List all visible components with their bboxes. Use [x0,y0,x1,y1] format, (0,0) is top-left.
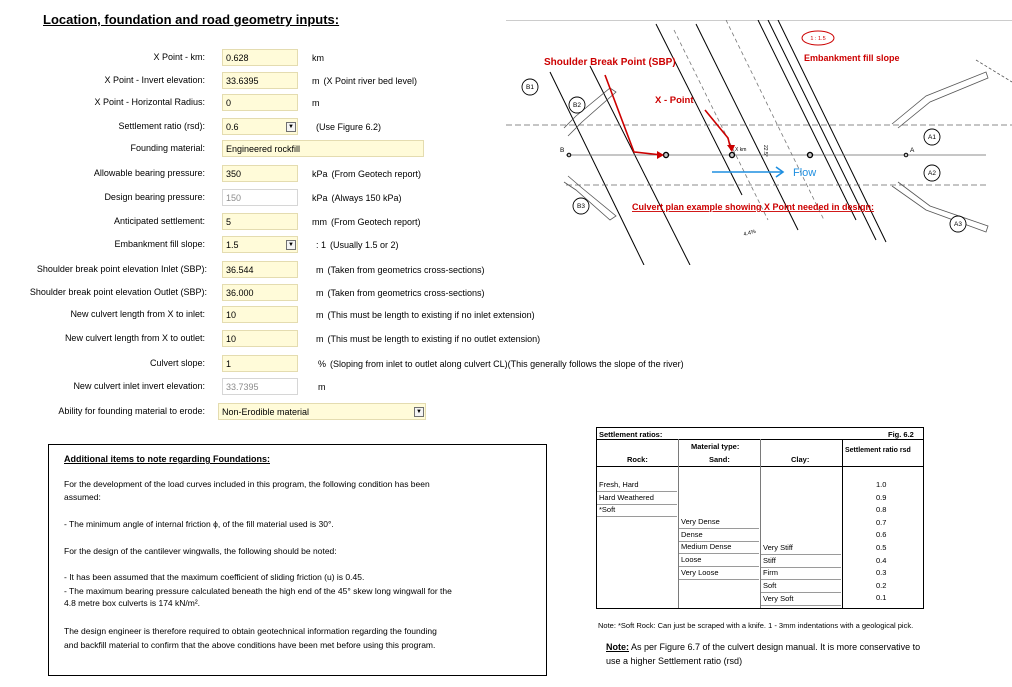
ratios-cell: 0.2 [876,580,887,590]
ratios-cell: 0.1 [876,593,887,603]
ratios-cell: 0.3 [876,568,887,578]
unit-text: kPa [312,169,328,179]
xpoint-label: X - Point [655,95,694,106]
input-value: 10 [226,334,237,344]
header-rule-ratio [842,466,923,467]
input-field[interactable] [222,330,298,347]
col-divider-1 [678,439,679,608]
marker-a2: A2 [928,170,936,177]
point-b-label: B [560,147,565,154]
rock-cell: Hard Weathered [599,492,654,502]
foundations-p3b: and backfill material to confirm that the above conditions have been met before using this program. [64,640,436,650]
input-field[interactable] [222,355,298,372]
input-label: New culvert length from X to inlet: [70,309,205,319]
ratios-cell: 0.6 [876,530,887,540]
rock-row-rule [597,516,677,517]
input-field[interactable] [222,49,298,66]
input-label: New culvert length from X to outlet: [64,333,205,343]
ratios-cell: 0.5 [876,543,887,552]
foundations-p3a: The design engineer is therefore required to obtain geotechnical information regarding the founding [64,626,437,636]
sand-cell: Loose [681,555,702,565]
input-select[interactable] [222,236,298,253]
input-value: 36.000 [226,288,254,298]
unit-text: % [318,359,327,369]
input-label: Allowable bearing pressure: [93,168,205,178]
material-type-header: Material type: [691,442,740,451]
input-value: 1.5 [226,240,239,250]
manual-note-bold: Note: [606,642,629,652]
sand-cell: Dense [681,529,703,539]
unit-note: (X Point river bed level) [323,76,418,86]
sand-cell: Very Dense [681,517,720,526]
input-field[interactable] [222,94,298,111]
clay-cell: Very Soft [763,593,794,603]
unit-text: m [316,288,324,298]
input-unit [316,240,399,250]
unit-note: (This must be length to existing if no outlet extension) [327,334,541,344]
input-unit [312,169,421,179]
sand-cell: Medium Dense [681,542,732,552]
settlement-ratio-table [596,427,924,609]
dashed-diagonals [674,20,824,220]
input-field[interactable] [222,284,298,301]
input-unit [312,217,421,227]
input-value: Engineered rockfill [226,144,301,154]
input-unit [312,53,328,63]
marker-a3: A3 [954,221,962,228]
foundations-b1: - The minimum angle of internal friction ϕ, of the fill material used is 30°. [64,519,334,529]
input-label: X Point - Horizontal Radius: [94,97,205,107]
rock-cell: Fresh, Hard [599,480,639,489]
unit-note: (Usually 1.5 or 2) [330,240,399,250]
input-value: 5 [226,217,232,227]
input-label: X Point - Invert elevation: [104,75,205,85]
foundations-b2: - It has been assumed that the maximum coefficient of sliding friction (u) is 0.45. [64,572,365,582]
ratios-cell: 0.4 [876,555,887,565]
input-select[interactable] [218,403,426,420]
unit-text: m [312,76,320,86]
unit-text: kPa [312,193,328,203]
unit-note: (Always 150 kPa) [331,193,402,203]
plan-caption: Culvert plan example showing X Point needed in design: [632,202,875,212]
dropdown-arrow-icon[interactable]: ▼ [286,122,296,132]
input-field[interactable] [222,378,298,395]
input-field[interactable] [222,72,298,89]
input-field[interactable] [222,165,298,182]
input-unit [316,288,485,298]
dropdown-arrow-icon[interactable]: ▼ [414,407,424,417]
sand-row-rule [679,579,759,580]
unit-text: m [316,334,324,344]
unit-text: m [316,310,324,320]
table-title: Settlement ratios: [599,430,663,439]
input-value: 33.6395 [226,76,259,86]
input-unit [318,359,684,369]
input-value: 0 [226,98,232,108]
clay-row-rule [761,605,841,606]
clay-cell: Firm [763,568,778,578]
manual-note-text: As per Figure 6.7 of the culvert design manual. It is more conservative to [629,642,921,652]
input-unit [316,334,540,344]
unit-note: (From Geotech report) [331,217,421,227]
sand-cell: Very Loose [681,567,719,577]
red-arrows [605,75,731,155]
ratios-cell: 0.7 [876,517,887,527]
input-label: Ability for founding material to erode: [58,406,205,416]
ratios-cell: 0.8 [876,505,887,515]
marker-b1: B1 [526,84,534,91]
input-value: 36.544 [226,265,254,275]
unit-text: mm [312,217,327,227]
input-value: 0.6 [226,122,239,132]
flow-label: Flow [793,167,817,179]
foundations-p1b: assumed: [64,492,101,502]
foundations-notes-box [48,444,547,676]
unit-text: km [312,53,324,63]
input-value: Non-Erodible material [222,407,310,417]
col-divider-2 [760,439,761,608]
input-label: Founding material: [130,143,205,153]
input-label: Culvert slope: [149,358,205,368]
page-title: Location, foundation and road geometry inputs: [43,12,340,27]
clay-cell: Soft [763,581,777,591]
foundations-b3b: 4.8 metre box culverts is 174 kN/m². [64,598,201,608]
unit-text: m [312,98,320,108]
foundations-heading: Additional items to note regarding Foundations: [64,454,270,464]
input-select[interactable] [222,118,298,135]
sand-header: Sand: [709,455,730,464]
col-divider-3 [842,439,843,608]
culvert-plan-diagram [506,20,1012,265]
ratio-header: Settlement ratio rsd [845,447,911,454]
input-unit [316,310,535,320]
unit-note: (Taken from geometrics cross-sections) [327,288,485,298]
clay-cell: Very Stiff [763,543,793,552]
input-value: 1 [226,359,232,369]
header-rule [597,466,842,467]
xkm-tag: X km [735,147,747,153]
soft-rock-note: Note: *Soft Rock: Can just be scraped with a knife. 1 - 3mm indentations with a geological pick. [598,621,914,630]
input-value: 33.7395 [226,382,259,392]
marker-b3: B3 [577,203,585,210]
table-fig: Fig. 6.2 [888,430,914,439]
input-label: New culvert inlet invert elevation: [73,381,205,391]
unit-text: : 1 [316,240,327,250]
input-unit [312,193,402,203]
unit-note: (Use Figure 6.2) [316,122,382,132]
unit-note: (Taken from geometrics cross-sections) [327,265,485,275]
slope-tag: 1 : 1.5 [810,36,826,42]
input-label: Anticipated settlement: [113,216,205,226]
unit-note: (Sloping from inlet to outlet along culvert CL)(This generally follows the slope of the river) [330,359,684,369]
point-a-label: A [910,147,915,154]
manual-note [606,642,920,652]
foundations-p1a: For the development of the load curves included in this program, the following condition has been [64,479,430,489]
unit-note: (From Geotech report) [331,169,422,179]
manual-note-line2: use a higher Settlement ratio (rsd) [606,656,743,666]
input-unit [312,98,324,108]
input-label: Design bearing pressure: [104,192,205,202]
rock-cell: *Soft [599,505,616,514]
input-unit [312,76,417,86]
unit-text: m [318,382,326,392]
input-field[interactable] [222,261,298,278]
embankment-label: Embankment fill slope [804,53,900,63]
input-value: 350 [226,169,242,179]
input-field[interactable] [222,213,298,230]
input-unit [316,265,485,275]
clay-header: Clay: [791,455,810,464]
ratios-cell: 0.9 [876,492,887,502]
input-field[interactable] [222,140,424,157]
input-value: 150 [226,193,242,203]
foundations-p2: For the design of the cantilever wingwalls, the following should be noted: [64,546,337,556]
input-field[interactable] [222,306,298,323]
rock-header: Rock: [627,455,648,464]
unit-note: (This must be length to existing if no inlet extension) [327,310,535,320]
foundations-b3a: - The maximum bearing pressure calculated beneath the high end of the 45° skew long wingwall for the [64,586,452,596]
marker-b2: B2 [573,102,581,109]
input-value: 10 [226,310,237,320]
sbp-label: Shoulder Break Point (SBP) [544,57,676,68]
clay-cell: Stiff [763,555,776,565]
marker-a1: A1 [928,134,936,141]
dropdown-arrow-icon[interactable]: ▼ [286,240,296,250]
sbp-arrowhead [657,151,664,159]
input-label: Shoulder break point elevation Inlet (SBP): [36,264,207,274]
input-label: Embankment fill slope: [114,239,205,249]
grade-tag: 4.4% [742,228,757,238]
input-label: Shoulder break point elevation Outlet (SBP): [29,287,207,297]
input-label: Settlement ratio (rsd): [118,121,205,131]
input-label: X Point - km: [153,52,205,62]
unit-text: m [316,265,324,275]
input-field[interactable] [222,189,298,206]
input-value: 0.628 [226,53,249,63]
ratios-cell: 1.0 [876,480,887,489]
input-unit [312,122,381,132]
angle-tag: 22.5° [762,145,768,157]
input-unit [318,382,330,392]
